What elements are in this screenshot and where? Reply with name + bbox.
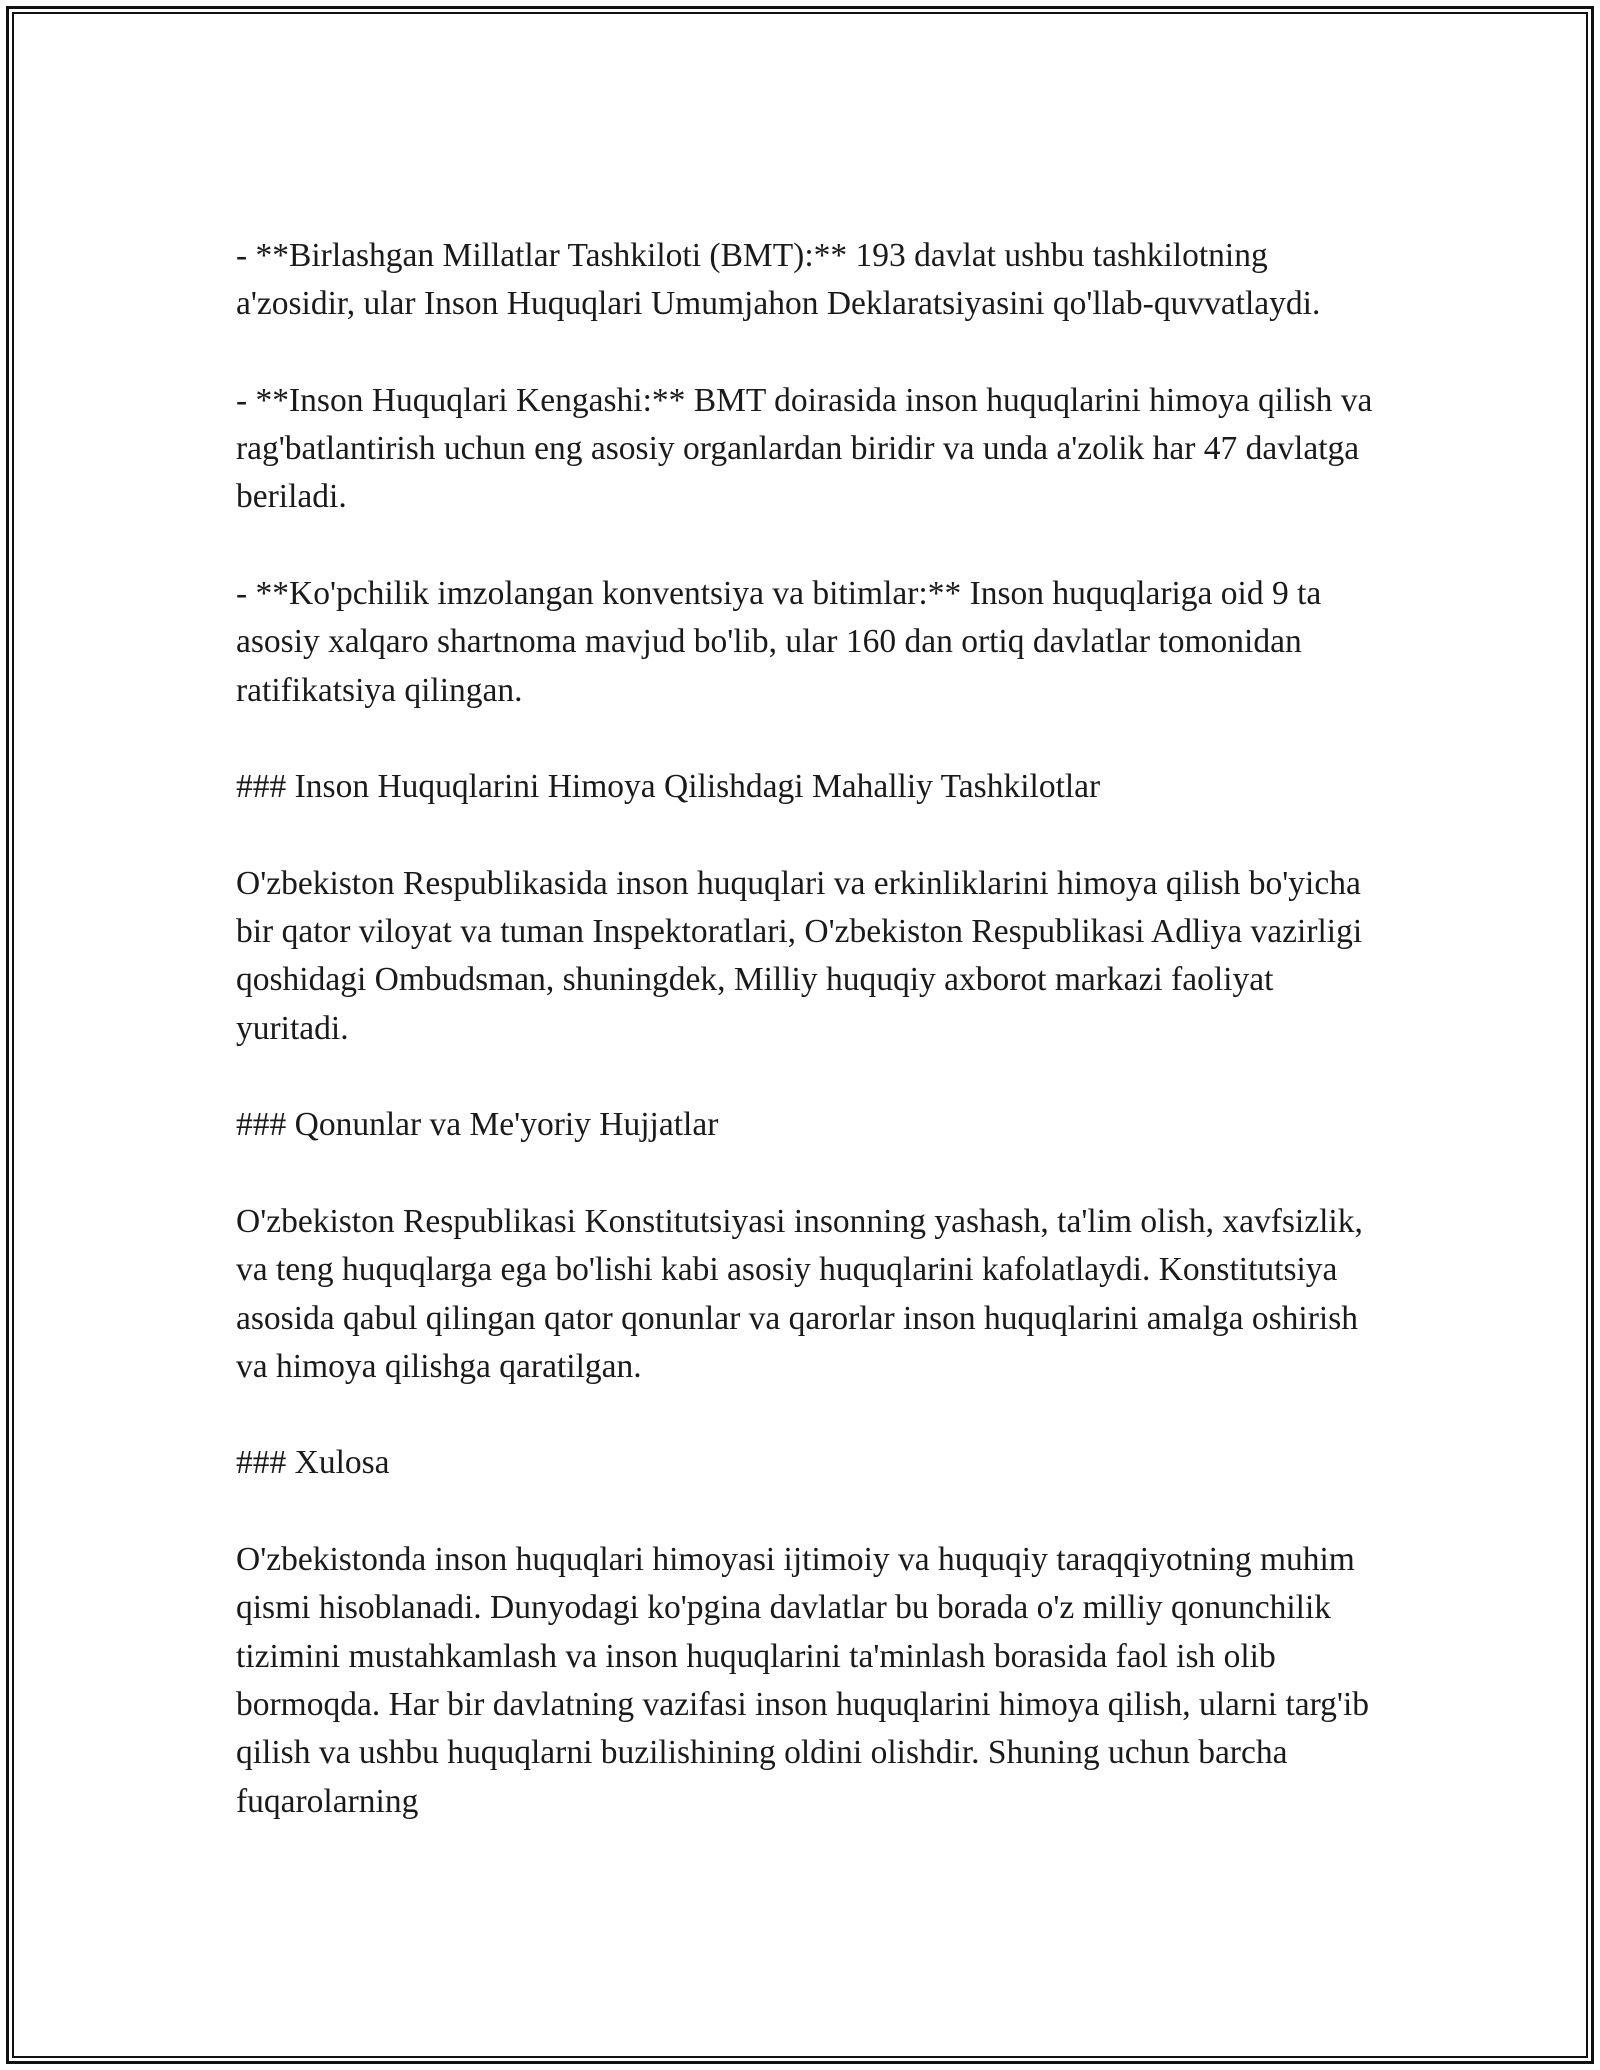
paragraph-conclusion: O'zbekistonda inson huquqlari himoyasi ijtimoiy va huquqiy taraqqiyotning muhim qismi hisoblanadi. Dunyodagi ko'pgina davlatlar bu borada o'z milliy qonunchilik tizimini mustahkamlash va inson huquqlarini ta'minlash borasida faol ish olib bormoqda. Har bir davlatning vazifasi inson huquqlarini himoya qilish, ularni targ'ib qilish va ushbu huquqlarni buzilishining oldini olishdir. Shuning uchun barcha fuqarolarning: [236, 1541, 1370, 1820]
bullet-conventions: - **Ko'pchilik imzolangan konventsiya va bitimlar:** Inson huquqlariga oid 9 ta asosiy xalqaro shartnoma mavjud bo'lib, ular 160 dan ortiq davlatlar tomonidan ratifikatsiya qilingan.: [236, 575, 1322, 709]
heading-laws: ### Qonunlar va Me'yoriy Hujjatlar: [236, 1106, 719, 1144]
bullet-human-rights-council: - **Inson Huquqlari Kengashi:** BMT doirasida inson huquqlarini himoya qilish va rag'batlantirish uchun eng asosiy organlardan biridir va unda a'zolik har 47 davlatga beriladi.: [236, 381, 1373, 516]
document-body: [236, 232, 1386, 1826]
heading-local-organizations: ### Inson Huquqlarini Himoya Qilishdagi Mahalliy Tashkilotlar: [236, 768, 1101, 806]
heading-conclusion: ### Xulosa: [236, 1444, 390, 1482]
bullet-bmt: - **Birlashgan Millatlar Tashkiloti (BMT):** 193 davlat ushbu tashkilotning a'zosidir, ular Inson Huquqlari Umumjahon Deklaratsiyasini qo'llab-quvvatlaydi.: [236, 237, 1321, 323]
paragraph-laws: O'zbekiston Respublikasi Konstitutsiyasi insonning yashash, ta'lim olish, xavfsizlik, va teng huquqlarga ega bo'lishi kabi asosiy huquqlarini kafolatlaydi. Konstitutsiya asosida qabul qilingan qator qonunlar va qarorlar inson huquqlarini amalga oshirish va himoya qilishga qaratilgan.: [236, 1202, 1363, 1385]
paragraph-local-organizations: O'zbekiston Respublikasida inson huquqlari va erkinliklarini himoya qilish bo'yicha bir qator viloyat va tuman Inspektoratlari, O'zbekiston Respublikasi Adliya vazirligi qoshidagi Ombudsman, shuningdek, Milliy huquqiy axborot markazi faoliyat yuritadi.: [236, 864, 1363, 1047]
